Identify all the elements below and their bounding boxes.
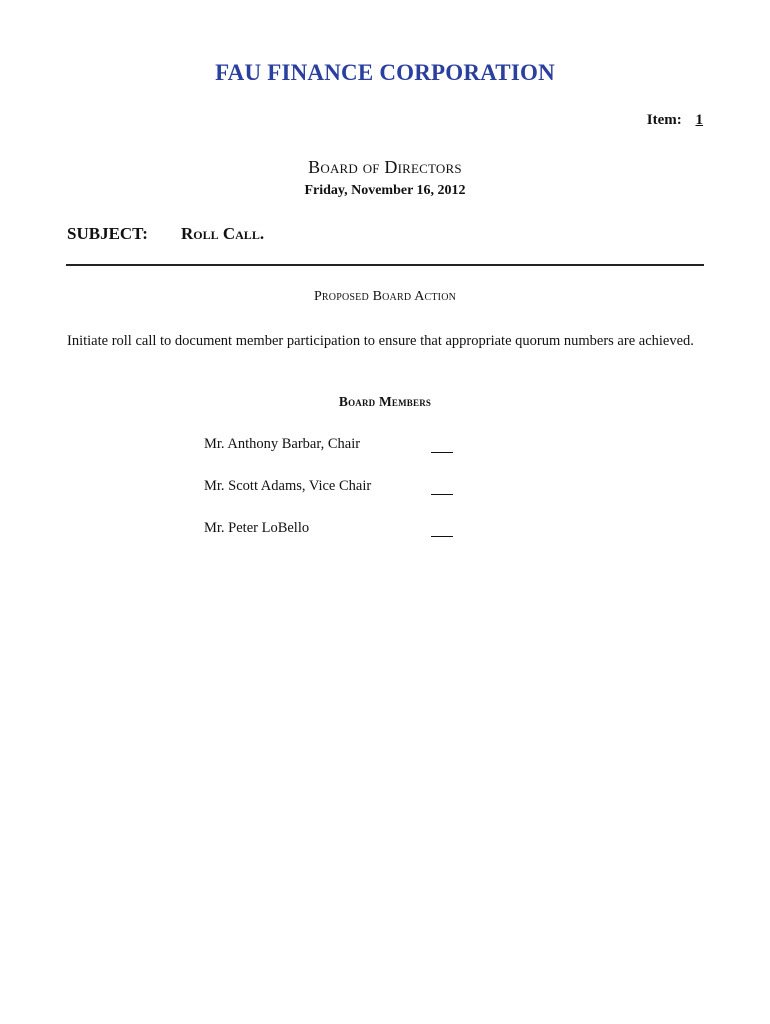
action-description: Initiate roll call to document member participation to ensure that appropriate quorum numbers are achieved. (67, 333, 694, 349)
subject-value: Roll Call. (181, 224, 265, 243)
item-number: 1 (695, 112, 703, 128)
board-title: Board of Directors (308, 157, 462, 177)
meeting-date: Friday, November 16, 2012 (304, 183, 466, 198)
member-name: Mr. Peter LoBello (204, 520, 310, 536)
member-row (204, 520, 464, 542)
proposed-action-heading: Proposed Board Action (313, 289, 457, 304)
board-members-heading: Board Members (338, 394, 432, 409)
attendance-blank (431, 536, 453, 537)
attendance-blank (431, 494, 453, 495)
subject-label: SUBJECT: (67, 224, 148, 243)
attendance-blank (431, 452, 453, 453)
member-name: Mr. Scott Adams, Vice Chair (204, 478, 372, 494)
item-number-line (647, 112, 703, 129)
horizontal-divider (66, 264, 704, 266)
item-label: Item: (646, 112, 682, 128)
member-row (204, 478, 464, 500)
member-row (204, 436, 464, 458)
organization-title: FAU FINANCE CORPORATION (215, 60, 555, 85)
member-name: Mr. Anthony Barbar, Chair (204, 436, 361, 452)
